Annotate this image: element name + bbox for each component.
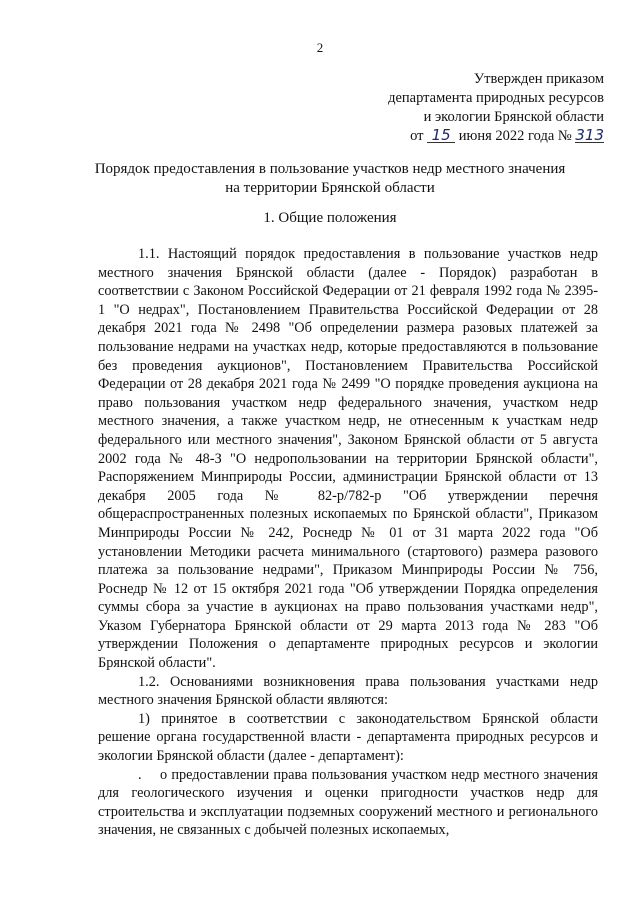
bullet-text: о предоставлении права пользования участком недр местного значения для геологического изучения и оценки пригодности участков недр для строительства и эксплуатации подземных сооружений местного и регионального значения, не связанных с добычей полезных ископаемых, [98,766,598,839]
bullet-mark: . [138,766,142,783]
date-rest: июня 2022 года № [458,128,572,144]
document-body [98,245,598,840]
approval-date-line [364,127,604,146]
title-line-1: Порядок предоставления в пользование участков недр местного значения [94,161,566,177]
bullet-item [98,766,598,840]
handwritten-day: 15 [427,128,455,143]
approval-block [364,70,604,146]
page-number: 2 [316,40,324,55]
handwritten-order-number: 313 [575,126,604,144]
paragraph-1-2-1: 1) принятое в соответствии с законодательством Брянской области решение органа государственной власти - департамента природных ресурсов и экологии Брянской области (далее - департамент): [98,710,598,765]
approval-line-3: и экологии Брянской области [423,109,604,125]
document-title [60,160,600,198]
paragraph-1-2: 1.2. Основаниями возникновения права пользования участками недр местного значения Брянской области являются: [98,673,598,709]
approval-line-1: Утвержден приказом [473,71,604,87]
date-prefix: от [410,128,424,144]
title-line-2: на территории Брянской области [225,180,435,196]
approval-line-2: департамента природных ресурсов [388,90,604,106]
paragraph-1-1: 1.1. Настоящий порядок предоставления в пользование участков недр местного значения Брянской области (далее - Порядок) разработан в соответствии с Законом Российской Федерации от 21 февраля 1992 года № 2395-1 "О недрах", Постановлением Правительства Российской Федерации от 28 декабря 2021 года № 2498 "Об определении размера разовых платежей за пользование недрами на участках недр, которые предоставляются в пользование без проведения аукционов", Постановлением Правительства Российской Федерации от 28 декабря 2021 года № 2499 "О порядке проведения аукциона на право пользования участком недр федерального значения, участком недр местного значения, а также участком недр, не отнесенным к участкам недр федерального или местного значения", Законом Брянской области от 5 августа 2002 года № 48-З "О недропользовании на территории Брянской области", Распоряжением Минприроды России, администрации Брянской области от 13 декабря 2005 года № 82-р/782-р "Об утверждении перечня общераспространенных полезных ископаемых по Брянской области", Приказом Минприроды России № 242, Роснедр № 01 от 31 марта 2022 года "Об установлении Методики расчета минимального (стартового) размера разового платежа за пользование недрами", Приказом Минприроды России № 756, Роснедр № 12 от 15 октября 2021 года "Об утверждении Порядка определения суммы сбора за участие в аукционах на право пользования участками недр", Указом Губернатора Брянской области от 29 марта 2013 года № 283 "Об утверждении Положения о департаменте природных ресурсов и экологии Брянской области". [98,246,598,672]
section-heading: 1. Общие положения [263,210,397,226]
